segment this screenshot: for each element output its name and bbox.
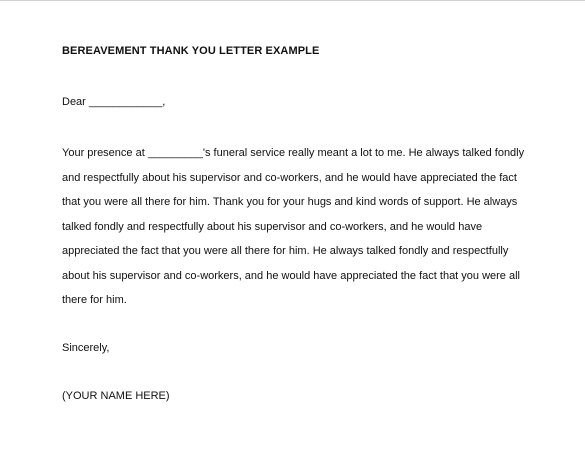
body-line: and respectfully about his supervisor and co-workers, and he would have appreciated the fact bbox=[62, 171, 517, 184]
letter-body bbox=[62, 146, 532, 318]
salutation: Dear ____________, bbox=[62, 96, 166, 108]
body-line: there for him. bbox=[62, 294, 127, 306]
closing: Sincerely, bbox=[62, 342, 110, 354]
body-line: about his supervisor and co-workers, and he would have appreciated the fact that you were all bbox=[62, 269, 520, 282]
signature-placeholder: (YOUR NAME HERE) bbox=[62, 390, 170, 402]
letter-title: BEREAVEMENT THANK YOU LETTER EXAMPLE bbox=[62, 45, 320, 57]
body-line: that you were all there for him. Thank you for your hugs and kind words of support. He always bbox=[62, 196, 518, 208]
body-line: appreciated the fact that you were all there for him. He always talked fondly and respectfully bbox=[62, 245, 509, 257]
body-line: talked fondly and respectfully about his supervisor and co-workers, and he would have bbox=[62, 220, 483, 233]
body-line: Your presence at _________'s funeral service really meant a lot to me. He always talked fondly bbox=[62, 147, 525, 159]
